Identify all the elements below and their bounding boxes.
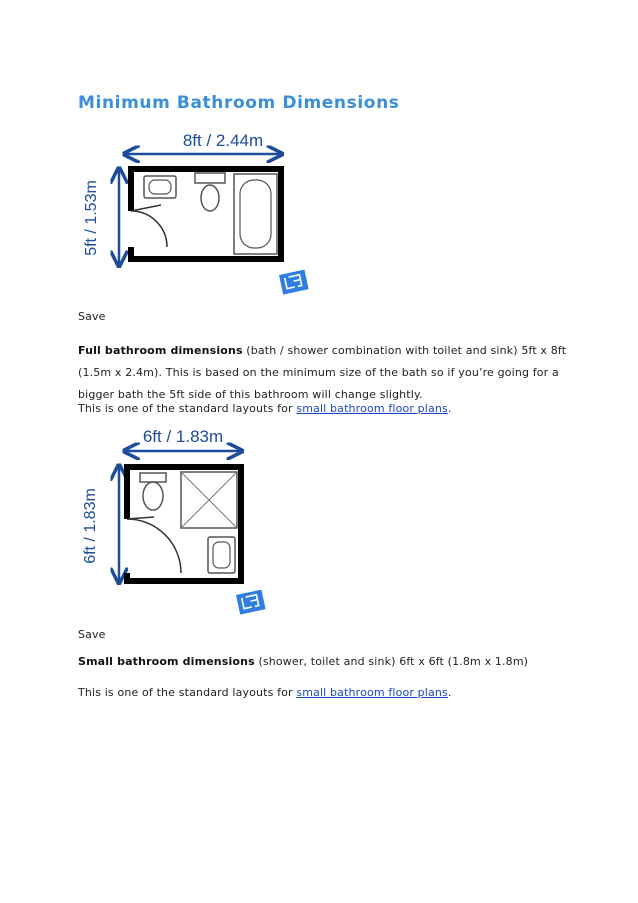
- small-bathroom-description: [78, 651, 578, 673]
- save-link[interactable]: Save: [78, 310, 106, 323]
- toilet-fixture: [140, 473, 166, 510]
- shower-fixture: [181, 472, 237, 528]
- description-bold: Small bathroom dimensions: [78, 655, 255, 668]
- door-swing: [127, 517, 181, 573]
- door-swing: [131, 205, 167, 247]
- full-bathroom-description: [78, 340, 578, 406]
- floorplan-logo-icon: [236, 590, 266, 615]
- height-dimension-label: 5ft / 1.53m: [83, 180, 100, 256]
- sink-fixture: [144, 176, 176, 198]
- page-title: Minimum Bathroom Dimensions: [78, 93, 400, 113]
- description-bold: Full bathroom dimensions: [78, 344, 243, 357]
- floorplan-logo-icon: [279, 270, 309, 295]
- layout-end: .: [447, 402, 452, 415]
- bath-fixture: [234, 174, 277, 254]
- width-dimension-label: 8ft / 2.44m: [182, 131, 264, 150]
- save-link[interactable]: Save: [78, 628, 106, 641]
- layout-end: .: [447, 686, 452, 699]
- description-text: (shower, toilet and sink) 6ft x 6ft (1.8m x 1.8m): [254, 655, 529, 668]
- layout-paragraph: [78, 682, 578, 704]
- sink-fixture: [208, 537, 235, 573]
- toilet-fixture: [195, 173, 225, 211]
- small-bathroom-floor-plans-link[interactable]: small bathroom floor plans: [296, 686, 448, 699]
- description-text: (bath / shower combination with toilet and sink) 5ft x 8ft (1.5m x 2.4m). This is based on the minimum size of the bath so if you’re going for a bigger bath the 5ft side of this bathroom will change slightly.: [78, 344, 567, 401]
- layout-text: This is one of the standard layouts for: [78, 402, 297, 415]
- layout-paragraph: [78, 398, 578, 420]
- width-dimension-label: 6ft / 1.83m: [142, 427, 224, 446]
- full-bathroom-diagram: [78, 125, 328, 305]
- small-bathroom-diagram: [78, 423, 278, 628]
- small-bathroom-floor-plans-link[interactable]: small bathroom floor plans: [296, 402, 448, 415]
- height-dimension-label: 6ft / 1.83m: [82, 488, 99, 564]
- layout-text: This is one of the standard layouts for: [78, 686, 297, 699]
- room-walls: [127, 467, 241, 581]
